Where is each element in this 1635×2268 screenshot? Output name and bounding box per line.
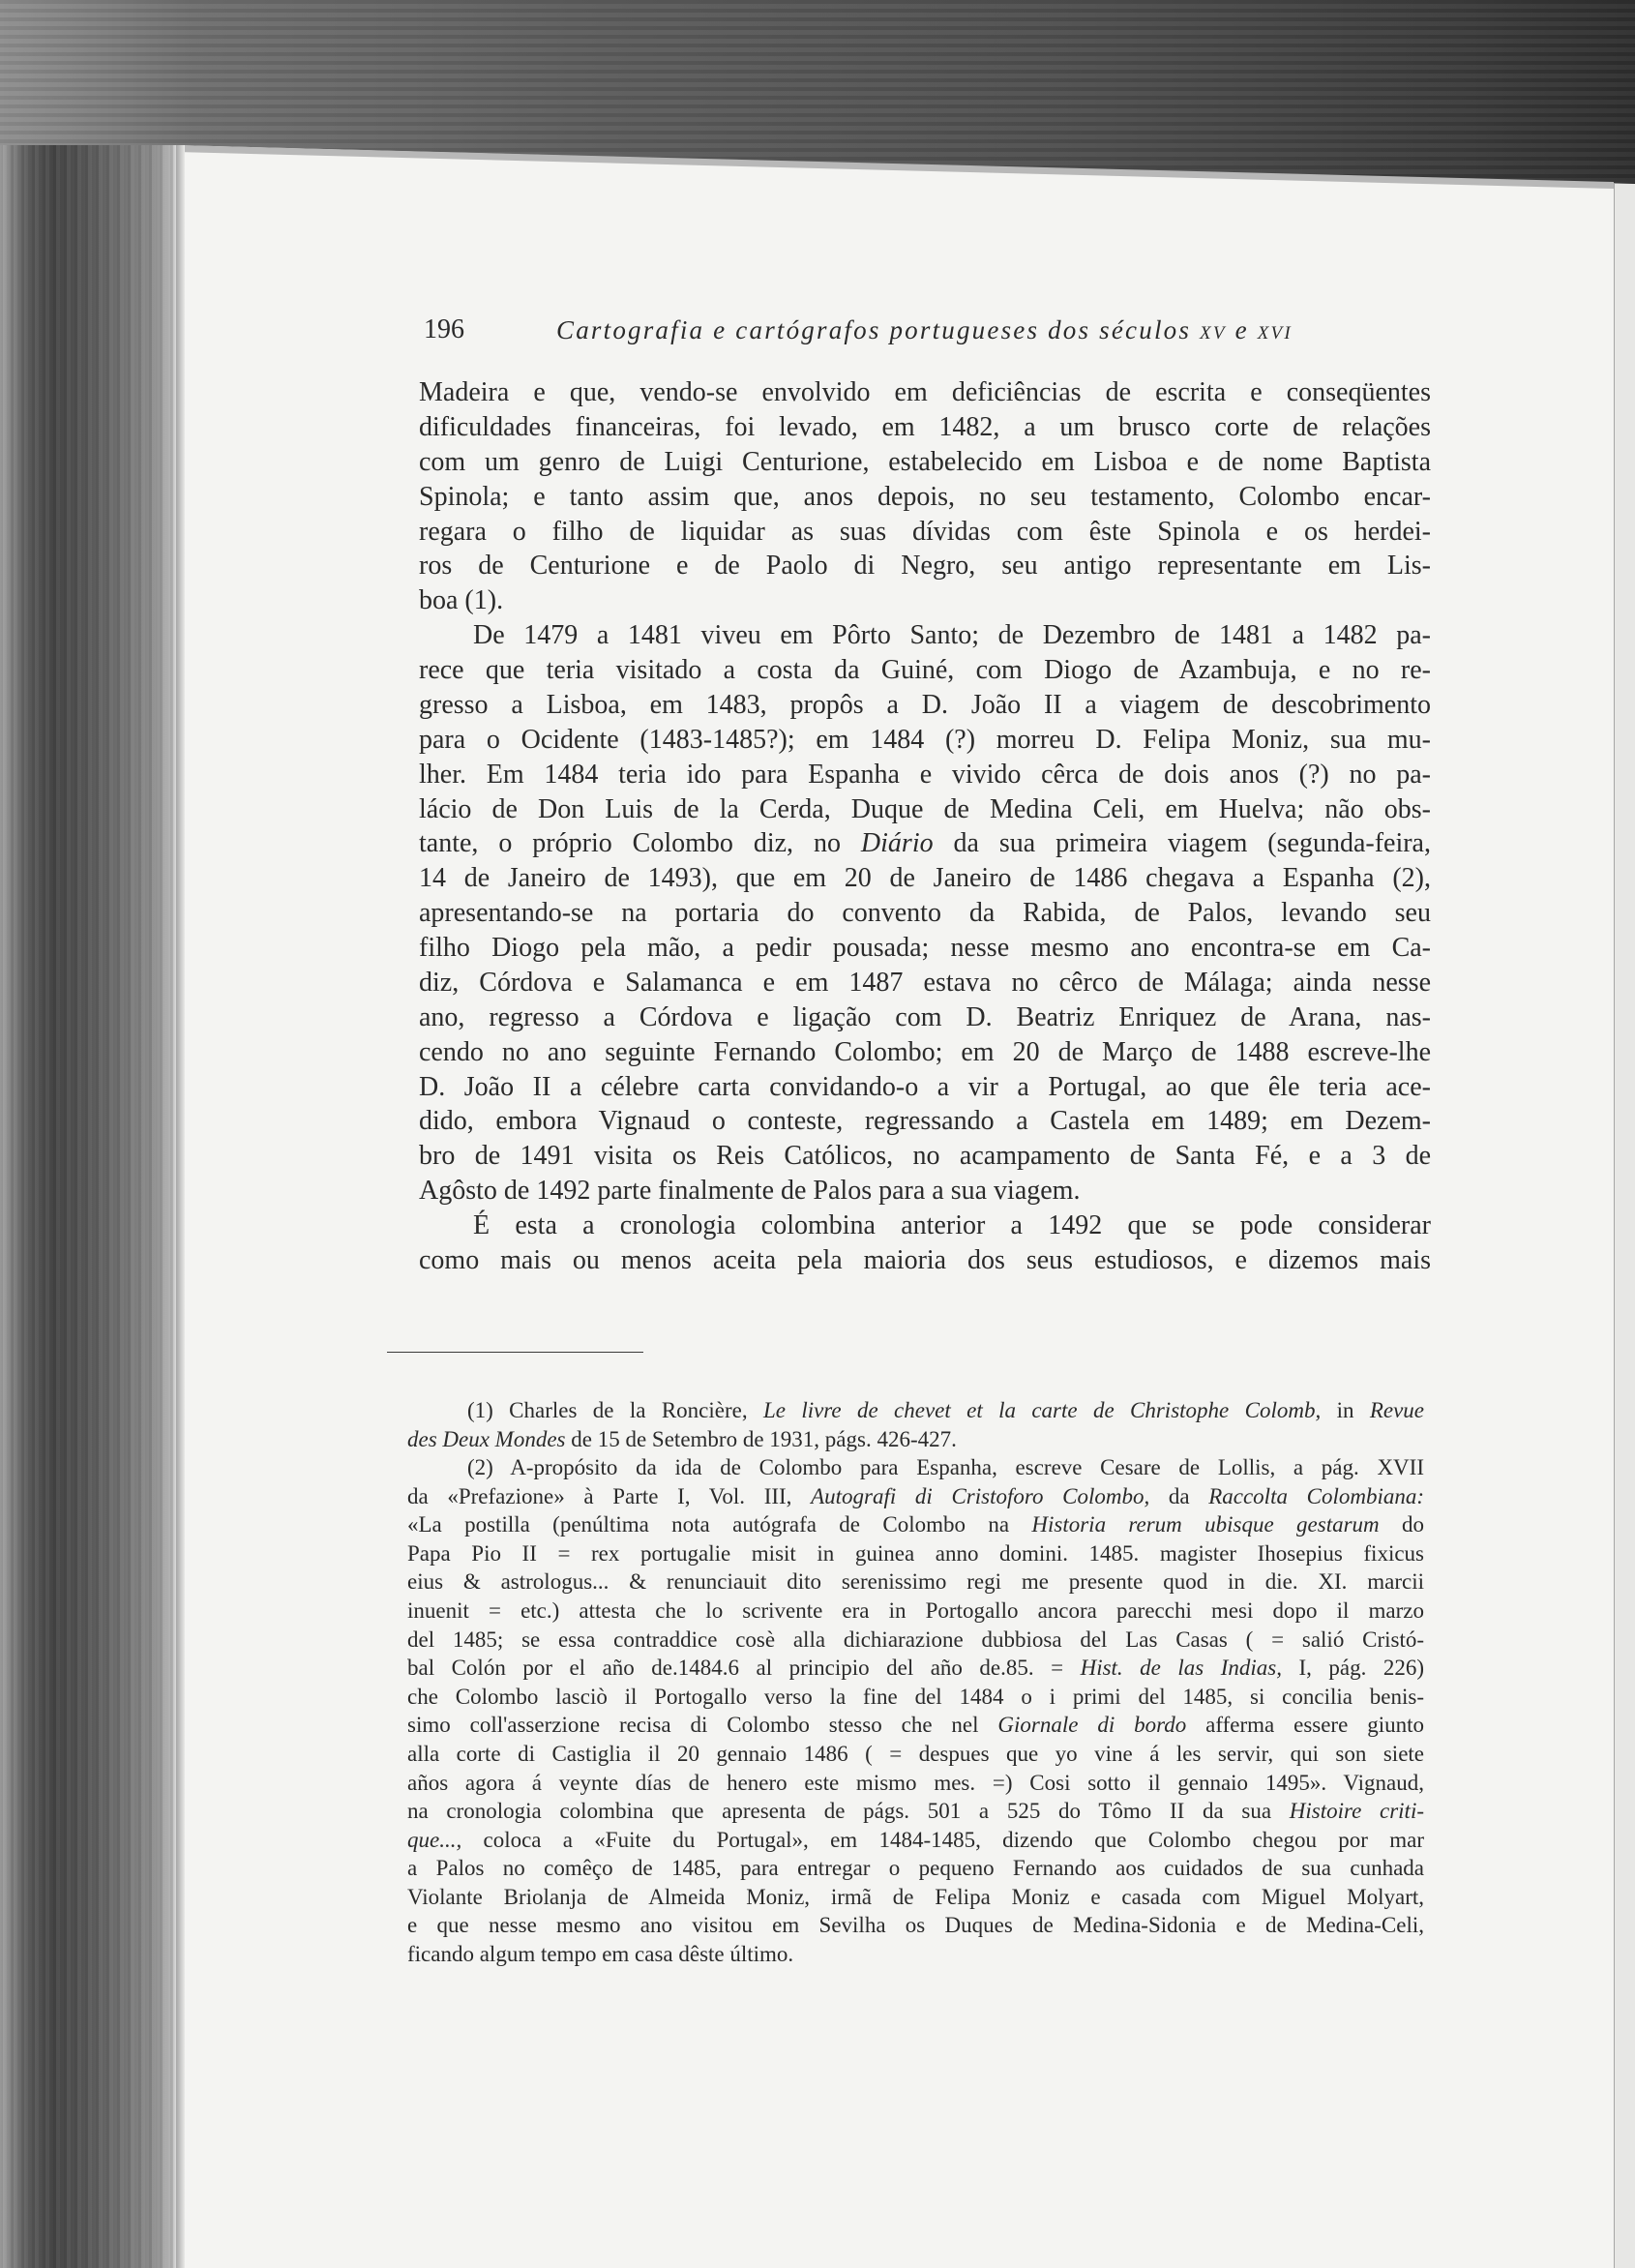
text-run: lher. Em 1484 teria ido para Espanha e vivido cêrca de dois anos (?) no pa- <box>419 759 1431 790</box>
body-line <box>419 1070 1431 1105</box>
text-run: inuenit = etc.) attesta che lo scrivente era in Portogallo ancora parecchi mesi dopo il marzo <box>407 1598 1424 1624</box>
text-run: e que nesse mesmo ano visitou em Sevilha os Duques de Medina-Sidonia e de Medina-Celi, <box>407 1913 1424 1938</box>
text-run: ros de Centurione e de Paolo di Negro, seu antigo representante em Lis- <box>419 551 1431 582</box>
footnote-line <box>407 1740 1424 1769</box>
text-run: a Palos no comêço de 1485, para entregar o pequeno Fernando aos cuidados de sua cunhada <box>407 1856 1424 1881</box>
body-line <box>419 480 1431 515</box>
scanner-texture-left <box>0 0 176 2268</box>
italic-text-run: Histoire criti- <box>1289 1799 1424 1824</box>
body-line <box>419 375 1431 410</box>
italic-text-run: Autografi di Cristoforo Colombo, <box>811 1483 1150 1508</box>
text-run: lácio de Don Luis de la Cerda, Duque de Medina Celi, em Huelva; não obs- <box>419 793 1431 824</box>
body-line <box>419 1243 1431 1278</box>
footnote-line <box>407 1911 1424 1940</box>
body-text <box>419 375 1431 1278</box>
small-caps-text-run: xv <box>1200 315 1227 344</box>
text-run: cendo no ano seguinte Fernando Colombo; em 20 de Março de 1488 escreve-lhe <box>419 1036 1431 1067</box>
body-line <box>419 1104 1431 1139</box>
text-run: É esta a cronologia colombina anterior a 1492 que se pode considerar <box>473 1210 1431 1240</box>
text-run: diz, Córdova e Salamanca e em 1487 estava no cêrco de Málaga; ainda nesse <box>419 967 1431 998</box>
body-line <box>419 1174 1431 1209</box>
text-run: años agora á veynte días de henero este mismo mes. =) Cosi sotto il gennaio 1495». Vignaud, <box>407 1770 1424 1795</box>
text-run: simo coll'asserzione recisa di Colombo stesso che nel <box>407 1713 998 1738</box>
text-run: regara o filho de liquidar as suas dívidas com êste Spinola e os herdei- <box>419 516 1431 547</box>
italic-text-run: Revue <box>1369 1398 1424 1422</box>
text-run: dificuldades financeiras, foi levado, em 1482, a um brusco corte de relações <box>419 411 1431 442</box>
footnote-line <box>407 1711 1424 1740</box>
text-run: apresentando-se na portaria do convento da Rabida, de Palos, levando seu <box>419 898 1431 929</box>
text-run: De 1479 a 1481 viveu em Pôrto Santo; de Dezembro de 1481 a 1482 pa- <box>473 620 1431 651</box>
footnote-line <box>407 1567 1424 1597</box>
text-run: eius & astrologus... & renunciauit dito serenissimo regi me presente quod in die. XI. marcii <box>407 1569 1424 1595</box>
body-line <box>419 826 1431 861</box>
footnote-line <box>407 1769 1424 1798</box>
italic-text-run: Hist. de las Indias, <box>1080 1656 1282 1681</box>
italic-text-run: e <box>1226 315 1258 344</box>
text-run: da «Prefazione» à Parte I, Vol. III, <box>407 1483 812 1508</box>
italic-text-run: Giornale di bordo <box>997 1713 1187 1738</box>
footnotes <box>407 1396 1424 1969</box>
italic-text-run: que..., <box>407 1827 462 1852</box>
footnote-line <box>407 1482 1424 1511</box>
footnote-divider <box>387 1352 643 1353</box>
text-run: dido, embora Vignaud o conteste, regressando a Castela em 1489; em Dezem- <box>419 1106 1431 1137</box>
text-run: filho Diogo pela mão, a pedir pousada; nesse mesmo ano encontra-se em Ca- <box>419 933 1431 963</box>
footnote-line <box>407 1654 1424 1683</box>
text-run: Papa Pio II = rex portugalie misit in guinea anno domini. 1485. magister Ihosepius fixicus <box>407 1540 1424 1566</box>
footnote-line <box>407 1826 1424 1855</box>
italic-text-run: Diário <box>860 828 934 859</box>
footnote-line <box>407 1883 1424 1912</box>
footnote-line <box>407 1683 1424 1712</box>
footnote-line <box>407 1425 1424 1454</box>
body-line <box>419 931 1431 966</box>
footnote-2 <box>407 1453 1424 1968</box>
body-line <box>419 653 1431 688</box>
body-line <box>419 723 1431 758</box>
text-run: Spinola; e tanto assim que, anos depois, no seu testamento, Colombo encar- <box>419 481 1431 512</box>
text-run: «La postilla (penúltima nota autógrafa de Colombo na <box>407 1512 1032 1537</box>
body-line <box>419 688 1431 723</box>
text-run: do <box>1379 1512 1425 1537</box>
text-run: Violante Briolanja de Almeida Moniz, irmã de Felipa Moniz e casada com Miguel Molyart, <box>407 1884 1424 1909</box>
scanner-margin-right <box>1614 184 1635 2268</box>
page-edge-left <box>176 145 185 2268</box>
text-run: para o Ocidente (1483-1485?); em 1484 (?) morreu D. Felipa Moniz, sua mu- <box>419 724 1431 755</box>
text-run: I, pág. 226) <box>1281 1656 1425 1681</box>
footnote-line <box>407 1940 1424 1969</box>
italic-text-run: Le livre de chevet et la carte de Christophe Colomb, <box>762 1398 1322 1422</box>
footnote-line <box>407 1396 1424 1425</box>
text-run: boa (1). <box>419 585 504 616</box>
page-number: 196 <box>424 314 464 344</box>
paragraph <box>419 1209 1431 1278</box>
body-line <box>419 966 1431 1000</box>
text-run: coloca a «Fuite du Portugal», em 1484-1485, dizendo que Colombo chegou por mar <box>461 1827 1424 1852</box>
text-run: gresso a Lisboa, em 1483, propôs a D. João II a viagem de descobrimento <box>419 689 1431 720</box>
text-run: rece que teria visitado a costa da Guiné, com Diogo de Azambuja, e no re- <box>419 655 1431 685</box>
body-line <box>419 549 1431 583</box>
footnote-line <box>407 1539 1424 1568</box>
text-run: bal Colón por el año de.1484.6 al principio del año de.85. = <box>407 1656 1081 1681</box>
text-run: (1) Charles de la Roncière, <box>467 1398 763 1422</box>
italic-text-run: Raccolta Colombiana: <box>1208 1483 1425 1508</box>
text-run: da <box>1149 1483 1209 1508</box>
italic-text-run: Cartografia e cartógrafos portugueses dos séculos <box>556 315 1201 344</box>
body-line <box>419 1139 1431 1174</box>
text-run: Madeira e que, vendo-se envolvido em deficiências de escrita e conseqüentes <box>419 377 1431 407</box>
text-run: in <box>1321 1398 1370 1422</box>
text-run: 14 de Janeiro de 1493), que em 20 de Janeiro de 1486 chegava a Espanha (2), <box>419 863 1431 894</box>
footnote-line <box>407 1597 1424 1626</box>
italic-text-run: Historia rerum ubisque gestarum <box>1031 1512 1380 1537</box>
paragraph <box>419 618 1431 1209</box>
text-run: de 15 de Setembro de 1931, págs. 426-427. <box>565 1426 957 1451</box>
footnote-line <box>407 1453 1424 1482</box>
text-run: tante, o próprio Colombo diz, no <box>419 828 861 859</box>
scanner-texture-top <box>0 0 1635 190</box>
text-run: ficando algum tempo em casa dêste último. <box>407 1941 794 1966</box>
body-line <box>419 1209 1431 1243</box>
text-run: Agôsto de 1492 parte finalmente de Palos para a sua viagem. <box>419 1176 1081 1207</box>
body-line <box>419 1000 1431 1035</box>
body-line <box>419 758 1431 792</box>
running-title <box>556 313 1293 347</box>
footnote-line <box>407 1510 1424 1539</box>
text-run: afferma essere giunto <box>1186 1713 1424 1738</box>
body-line <box>419 583 1431 618</box>
body-line <box>419 1035 1431 1070</box>
text-run: com um genro de Luigi Centurione, estabelecido em Lisboa e de nome Baptista <box>419 446 1431 477</box>
paragraph <box>419 375 1431 618</box>
body-line <box>419 792 1431 827</box>
text-run: alla corte di Castiglia il 20 gennaio 1486 ( = despues que yo vine á les servir, qui son siete <box>407 1741 1424 1766</box>
body-line <box>419 445 1431 480</box>
text-run: del 1485; se essa contraddice cosè alla dichiarazione dubbiosa del Las Casas ( = salió Cristó- <box>407 1626 1424 1652</box>
body-line <box>419 896 1431 931</box>
text-run: D. João II a célebre carta convidando-o a vir a Portugal, ao que êle teria ace- <box>419 1071 1431 1102</box>
footnote-1 <box>407 1396 1424 1453</box>
text-run: como mais ou menos aceita pela maioria dos seus estudiosos, e dizemos mais <box>419 1244 1431 1275</box>
body-line <box>419 618 1431 653</box>
footnote-line <box>407 1626 1424 1655</box>
body-line <box>419 410 1431 445</box>
text-run: che Colombo lasciò il Portogallo verso la fine del 1484 o i primi del 1485, si concilia benis- <box>407 1684 1424 1709</box>
text-run: bro de 1491 visita os Reis Católicos, no acampamento de Santa Fé, e a 3 de <box>419 1141 1431 1172</box>
body-line <box>419 515 1431 550</box>
footnote-line <box>407 1797 1424 1826</box>
italic-text-run: des Deux Mondes <box>407 1426 566 1451</box>
footnote-line <box>407 1854 1424 1883</box>
text-run: (2) A-propósito da ida de Colombo para Espanha, escreve Cesare de Lollis, a pág. XVII <box>467 1455 1424 1480</box>
small-caps-text-run: xvi <box>1257 315 1293 344</box>
text-run: da sua primeira viagem (segunda-feira, <box>933 828 1431 859</box>
body-line <box>419 861 1431 896</box>
text-run: ano, regresso a Córdova e ligação com D. Beatriz Enriquez de Arana, nas- <box>419 1001 1431 1032</box>
text-run: na cronologia colombina que apresenta de págs. 501 a 525 do Tômo II da sua <box>407 1799 1290 1824</box>
